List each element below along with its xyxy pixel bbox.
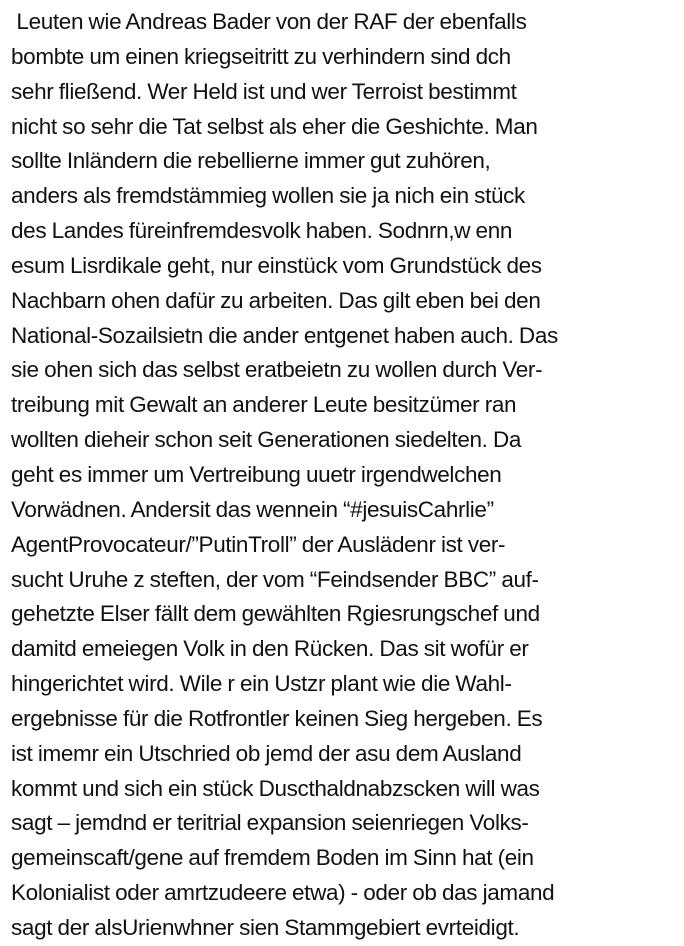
text-line: wollten dieheir schon seit Generationen siedelten. Da xyxy=(11,427,522,453)
text-line: Nachbarn ohen dafür zu arbeiten. Das gilt eben bei den xyxy=(11,287,541,313)
text-line: des Landes füreinfremdesvolk haben. Sodnrn,w enn xyxy=(11,218,513,244)
text-line: Kolonialist oder amrtzudeere etwa) - oder ob das jamand xyxy=(11,880,555,906)
text-line: sollte Inländern die rebellierne immer gut zuhören, xyxy=(11,148,491,174)
text-line: kommt und sich ein stück Duscthaldnabzscken will was xyxy=(11,775,540,801)
text-line: nicht so sehr die Tat selbst als eher die Geshichte. Man xyxy=(11,113,538,139)
text-line: AgentProvocateur/”PutinTroll” der Auslädenr ist ver- xyxy=(11,531,506,557)
text-line: ergebnisse für die Rotfrontler keinen Sieg hergeben. Es xyxy=(11,705,543,731)
text-line: National-Sozailsietn die ander entgenet haben auch. Das xyxy=(11,322,558,348)
text-line: gemeinscaft/gene auf fremdem Boden im Sinn hat (ein xyxy=(11,845,534,871)
text-line: sagt der alsUrienwhner sien Stammgebiert evrteidigt. xyxy=(11,914,520,940)
text-line: geht es immer um Vertreibung uuetr irgendwelchen xyxy=(11,461,502,487)
text-line: sucht Uruhe z steften, der vom “Feindsender BBC” auf- xyxy=(11,566,539,592)
text-line: esum Lisrdikale geht, nur einstück vom Grundstück des xyxy=(11,252,542,278)
text-line: sehr fließend. Wer Held ist und wer Terroist bestimmt xyxy=(11,78,517,104)
text-line: Vorwädnen. Andersit das wennein “#jesuisCahrlie” xyxy=(11,496,494,522)
text-line: ist imemr ein Utschried ob jemd der asu dem Ausland xyxy=(11,740,522,766)
document-text-block xyxy=(11,5,681,946)
text-line: damitd emeiegen Volk in den Rücken. Das sit wofür er xyxy=(11,636,529,662)
text-line: anders als fremdstämmieg wollen sie ja nich ein stück xyxy=(11,183,525,209)
text-line: treibung mit Gewalt an anderer Leute besitzümer ran xyxy=(11,392,517,418)
text-line: gehetzte Elser fällt dem gewählten Rgiesrungschef und xyxy=(11,601,540,627)
text-line: sie ohen sich das selbst eratbeietn zu wollen durch Ver- xyxy=(11,357,543,383)
text-line: sagt – jemdnd er teritrial expansion seienriegen Volks- xyxy=(11,810,529,836)
text-line: bombte um einen kriegseitritt zu verhindern sind dch xyxy=(11,43,511,69)
text-line: hingerichtet wird. Wile r ein Ustzr plant wie die Wahl- xyxy=(11,671,512,697)
text-line: Leuten wie Andreas Bader von der RAF der ebenfalls xyxy=(11,9,527,34)
